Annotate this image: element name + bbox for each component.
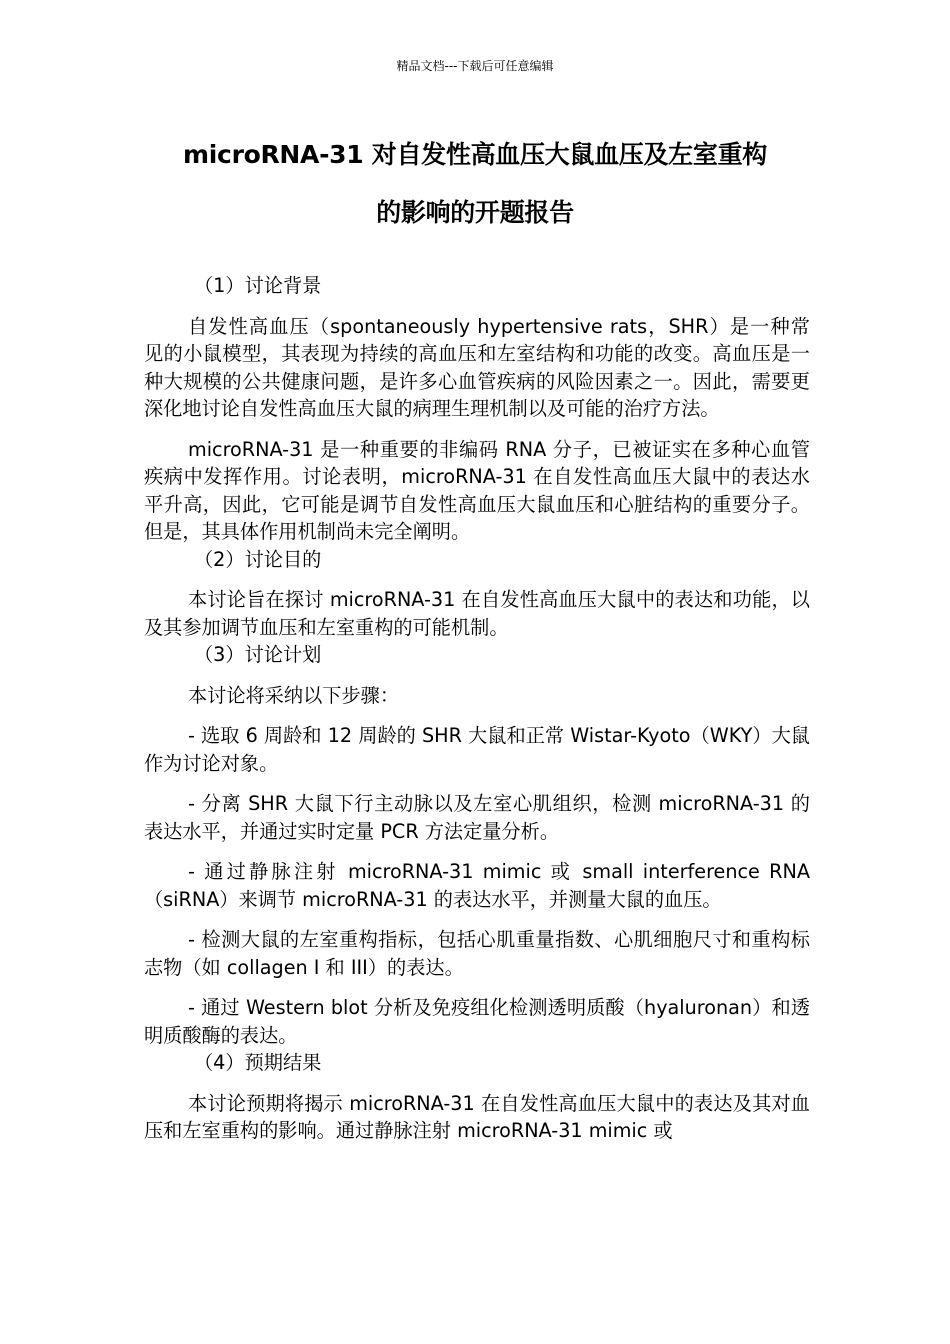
plan-step-2: - 分离 SHR 大鼠下行主动脉以及左室心肌组织，检测 microRNA-31 的表达水平，并通过实时定量 PCR 方法定量分析。 [144, 792, 810, 843]
plan-step-5: - 通过 Western blot 分析及免疫组化检测透明质酸（hyaluronan）和透明质酸酶的表达。 [144, 996, 810, 1047]
paragraph-background-1: 自发性高血压（spontaneously hypertensive rats，SHR）是一种常见的小鼠模型，其表现为持续的高血压和左室结构和功能的改变。高血压是一种大规模的公共健康问题，是许多心血管疾病的风险因素之一。因此，需要更深化地讨论自发性高血压大鼠的病理生理机制以及可能的治疗方法。 [144, 314, 810, 420]
plan-step-1: - 选取 6 周龄和 12 周龄的 SHR 大鼠和正常 Wistar-Kyoto（WKY）大鼠作为讨论对象。 [144, 724, 810, 775]
paragraph-purpose-1: 本讨论旨在探讨 microRNA-31 在自发性高血压大鼠中的表达和功能，以及其参加调节血压和左室重构的可能机制。 [144, 588, 810, 639]
paragraph-plan-intro: 本讨论将采纳以下步骤： [188, 683, 400, 707]
document-body [144, 272, 810, 1145]
header-note: 精品文档---下载后可任意编辑 [396, 59, 554, 73]
section-heading-plan: （3）讨论计划 [194, 643, 322, 666]
section-heading-purpose: （2）讨论目的 [194, 547, 322, 571]
plan-step-3: - 通过静脉注射 microRNA-31 mimic 或 small interference RNA（siRNA）来调节 microRNA-31 的表达水平，并测量大鼠的血压。 [144, 860, 810, 911]
section-heading-results: （4）预期结果 [194, 1051, 322, 1074]
paragraph-results-1: 本讨论预期将揭示 microRNA-31 在自发性高血压大鼠中的表达及其对血压和左室重构的影响。通过静脉注射 microRNA-31 mimic 或 [144, 1091, 810, 1142]
paragraph-background-2: microRNA-31 是一种重要的非编码 RNA 分子，已被证实在多种心血管疾病中发挥作用。讨论表明，microRNA-31 在自发性高血压大鼠中的表达水平升高，因此，它可能是调节自发性高血压大鼠血压和心脏结构的重要分子。但是，其具体作用机制尚未完全阐明。 [144, 437, 810, 543]
section-heading-background: （1）讨论背景 [194, 274, 322, 297]
document-title-line-1: microRNA-31 对自发性高血压大鼠血压及左室重构 [183, 140, 767, 169]
document-title-line-2: 的影响的开题报告 [376, 198, 574, 227]
plan-step-4: - 检测大鼠的左室重构指标，包括心肌重量指数、心肌细胞尺寸和重构标志物（如 collagen I 和 III）的表达。 [144, 928, 810, 979]
